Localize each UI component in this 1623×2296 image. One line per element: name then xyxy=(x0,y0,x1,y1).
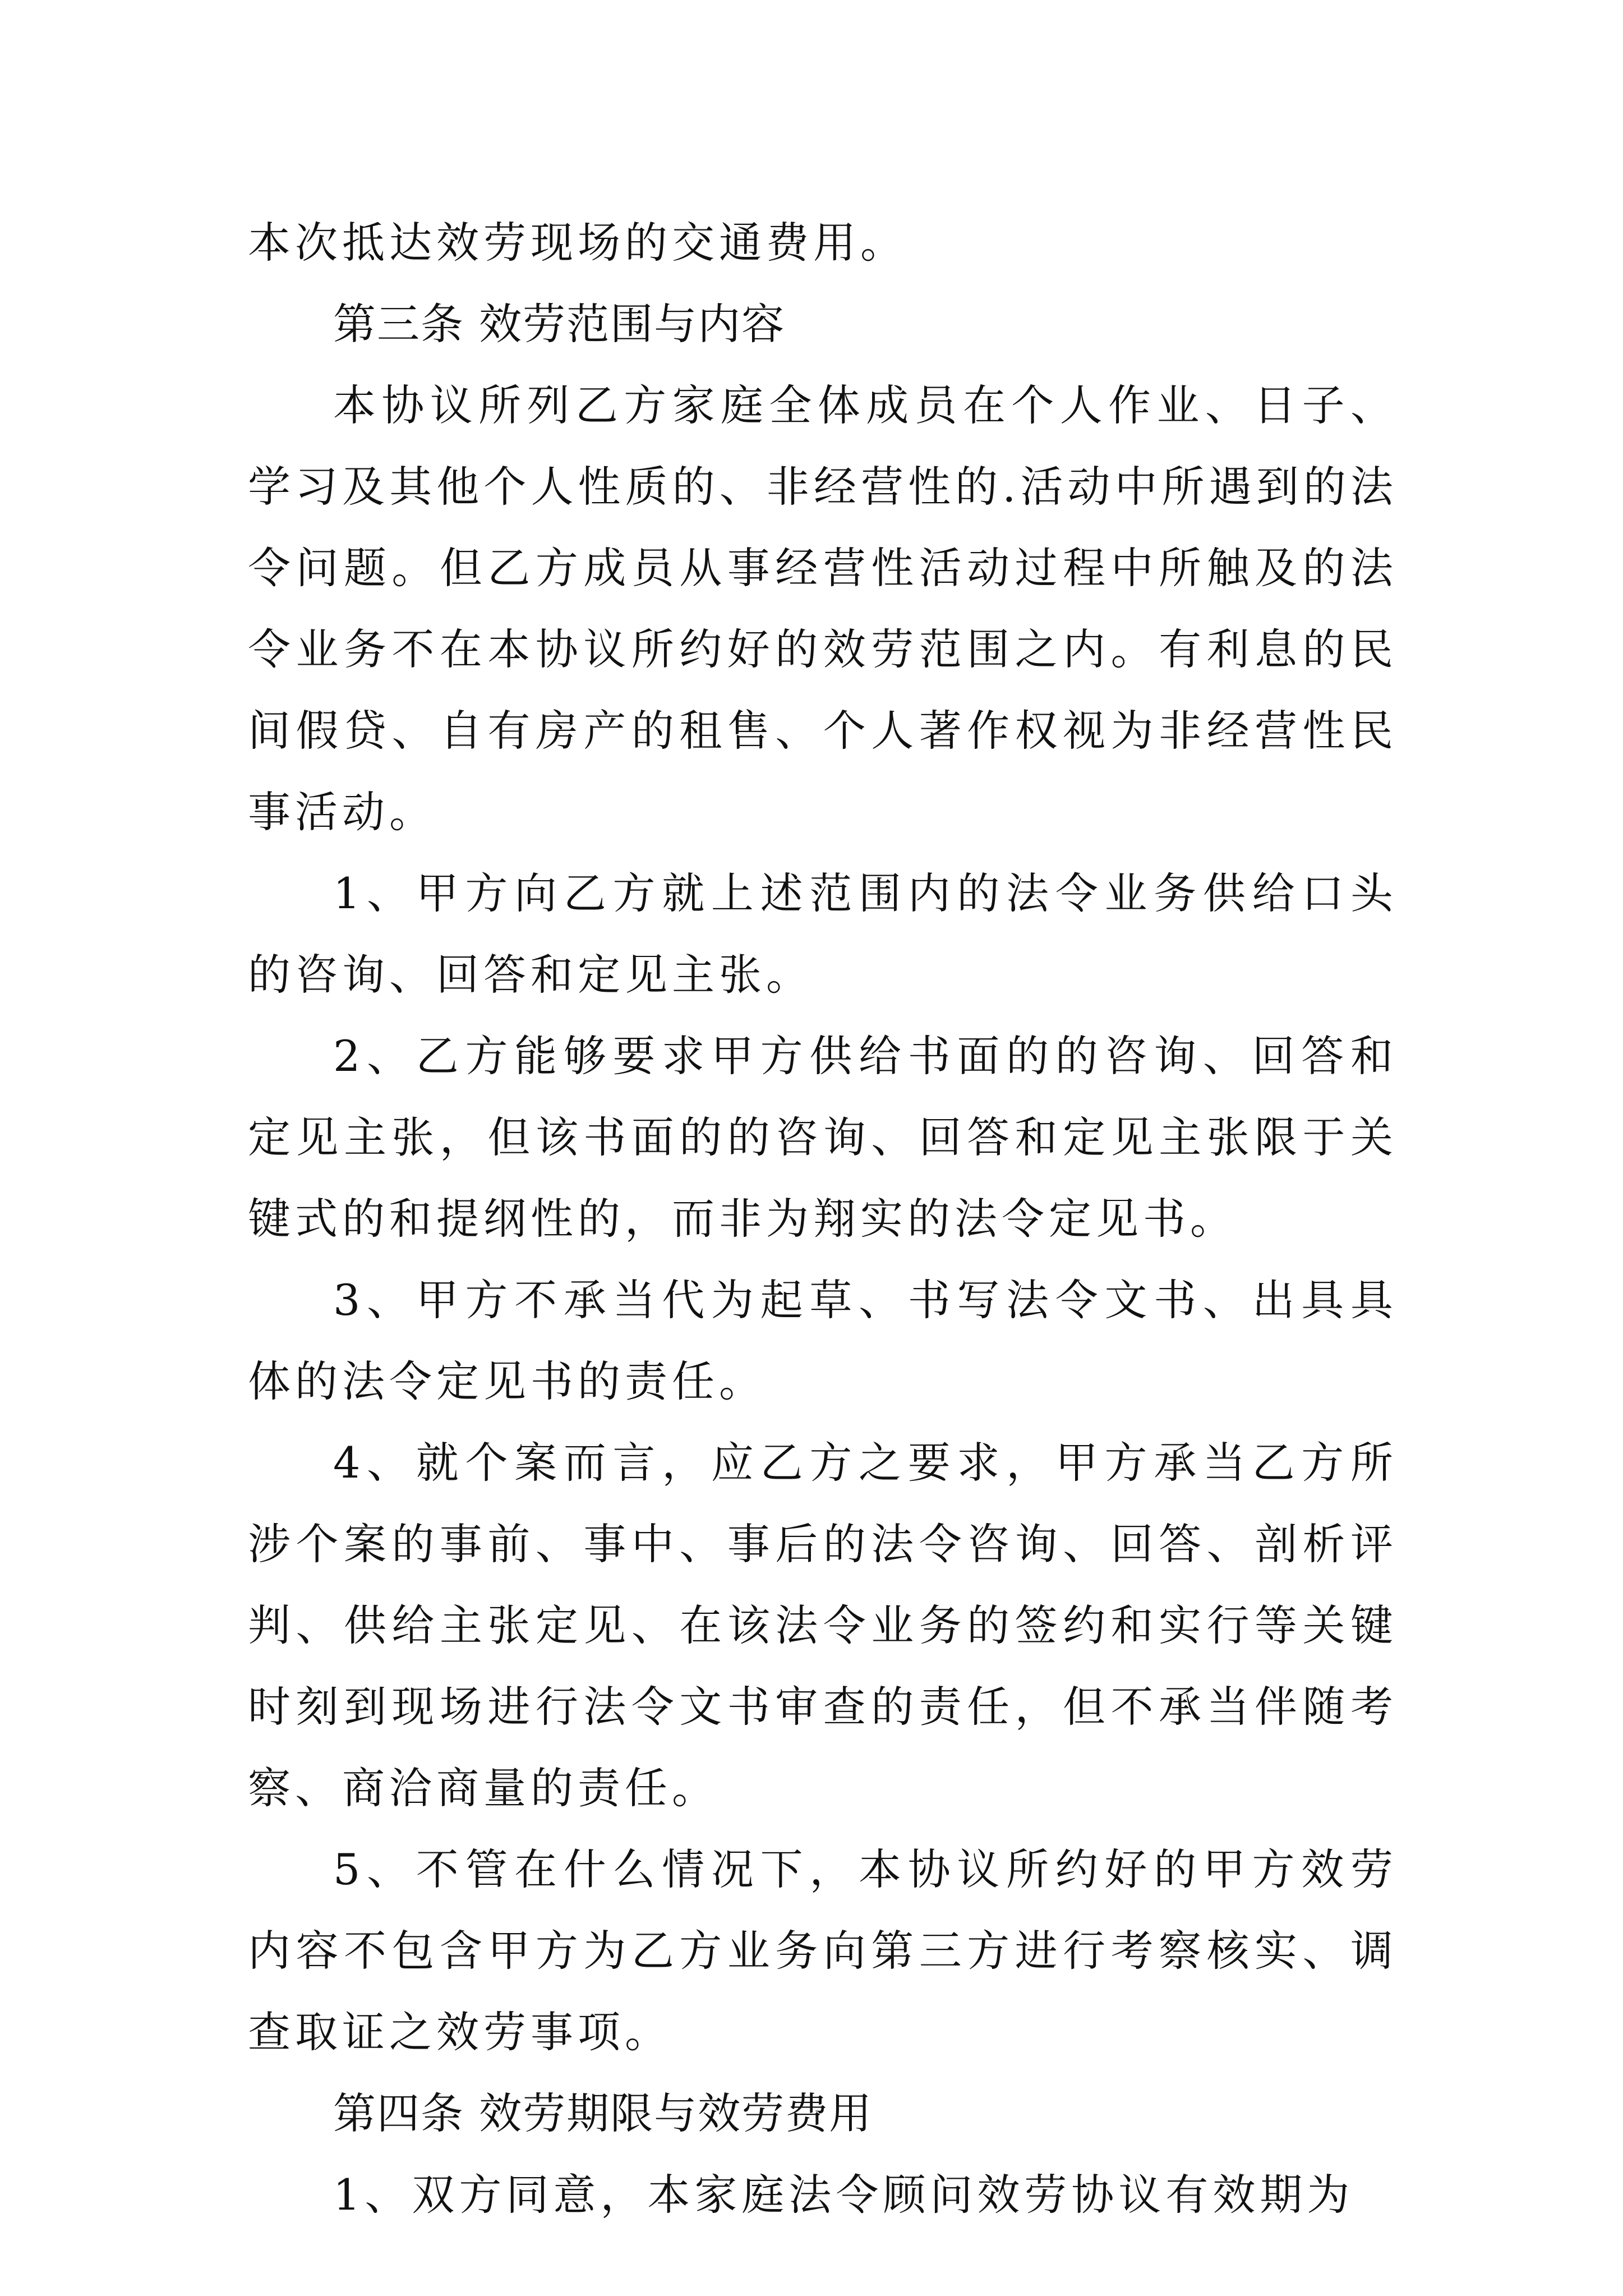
paragraph: 本次抵达效劳现场的交通费用。 xyxy=(248,218,907,268)
section-heading: 第三条 效劳范围与内容 xyxy=(333,299,786,349)
paragraph: 本协议所列乙方家庭全体成员在个人作业、日子、学习及其他个人性质的、非经营性的.活动中所遇到的法令问题。但乙方成员从事经营性活动过程中所触及的法令业务不在本协议所约好的效劳范围之内。有利息的民间假贷、自有房产的租售、个人著作权视为非经营性民事活动。 xyxy=(248,380,1398,837)
list-item: 1、双方同意，本家庭法令顾问效劳协议有效期为 xyxy=(333,2170,1354,2220)
list-item: 3、甲方不承当代为起草、书写法令文书、出具具体的法令定见书的责任。 xyxy=(248,1275,1398,1406)
list-item: 5、不管在什么情况下，本协议所约好的甲方效劳内容不包含甲方为乙方业务向第三方进行考察核实、调查取证之效劳事项。 xyxy=(248,1844,1398,2057)
list-item: 4、就个案而言，应乙方之要求，甲方承当乙方所涉个案的事前、事中、事后的法令咨询、回答、剖析评判、供给主张定见、在该法令业务的签约和实行等关键时刻到现场进行法令文书审查的责任，但不承当伴随考察、商洽商量的责任。 xyxy=(248,1438,1398,1813)
list-item: 1、甲方向乙方就上述范围内的法令业务供给口头的咨询、回答和定见主张。 xyxy=(248,868,1398,1000)
list-item: 2、乙方能够要求甲方供给书面的的咨询、回答和定见主张，但该书面的的咨询、回答和定见主张限于关键式的和提纲性的，而非为翔实的法令定见书。 xyxy=(248,1031,1398,1244)
document-body xyxy=(248,202,1398,2235)
section-heading: 第四条 效劳期限与效劳费用 xyxy=(333,2088,873,2138)
